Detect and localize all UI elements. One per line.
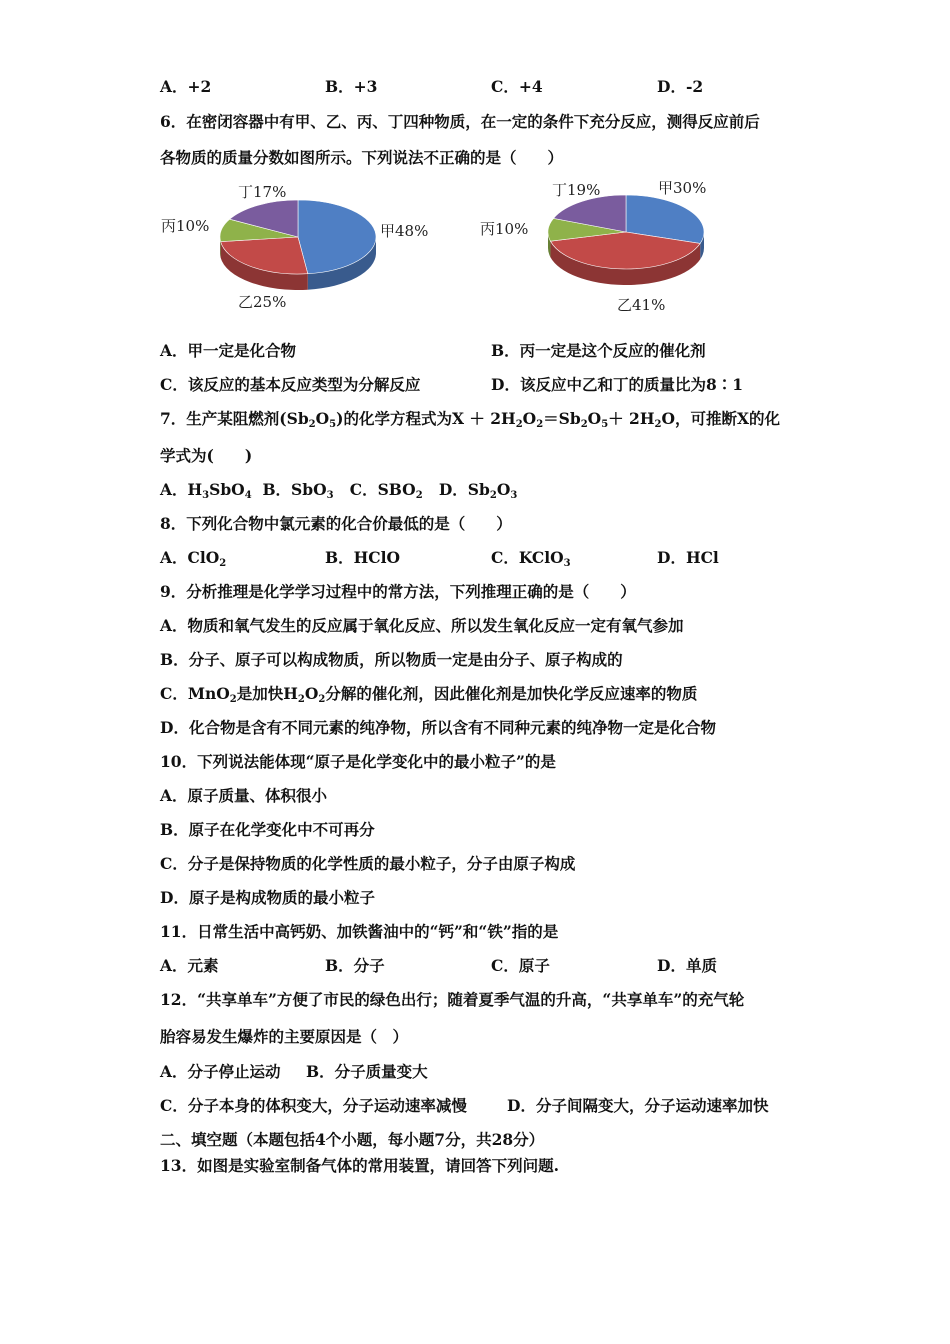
q7-option-d: D．$Sb_2O_3$ <box>438 480 518 501</box>
q13-stem: 13．如图是实验室制备气体的常用装置，请回答下列问题. <box>160 1156 559 1175</box>
q6-option-c: C．该反应的基本反应类型为分解反应 <box>160 375 421 394</box>
q7-stem-line2: 学式为( ) <box>160 446 253 465</box>
q9-option-b: B．分子、原子可以构成物质，所以物质一定是由分子、原子构成的 <box>160 650 623 669</box>
q8-stem: 8．下列化合物中氯元素的化合价最低的是（ ） <box>160 514 512 533</box>
q12-option-a: A．分子停止运动 <box>160 1062 281 1081</box>
q6-stem-line1: 6．在密闭容器中有甲、乙、丙、丁四种物质，在一定的条件下充分反应，测得反应前后 <box>160 112 760 131</box>
pie-label-甲: 甲30% <box>658 179 707 197</box>
q6-stem-line2: 各物质的质量分数如图所示。下列说法不正确的是（ ） <box>160 148 564 167</box>
q5-option-d: D．-2 <box>657 77 704 96</box>
q9-stem: 9．分析推理是化学学习过程中的常方法，下列推理正确的是（ ） <box>160 582 636 601</box>
q7-options <box>160 480 517 500</box>
q10-option-d: D．原子是构成物质的最小粒子 <box>160 888 375 907</box>
q12-stem-line2: 胎容易发生爆炸的主要原因是（ ） <box>160 1027 409 1046</box>
q6-option-a: A．甲一定是化合物 <box>160 341 297 360</box>
q11-option-a: A．元素 <box>160 956 219 975</box>
q11-option-c: C．原子 <box>491 956 550 975</box>
q10-option-c: C．分子是保持物质的化学性质的最小粒子，分子由原子构成 <box>160 854 576 873</box>
q7-option-a: A．$H_3SbO_4$ <box>160 480 252 501</box>
q9-option-c: C．MnO$_2$是加快$H_2O_2$分解的催化剂，因此催化剂是加快化学反应速率的物质 <box>160 684 698 705</box>
q11-option-d: D．单质 <box>657 956 717 975</box>
section-heading: 二、填空题（本题包括4个小题，每小题7分，共28分） <box>160 1130 545 1149</box>
q10-option-b: B．原子在化学变化中不可再分 <box>160 820 375 839</box>
q8-option-a: A．ClO$_2$ <box>160 548 227 569</box>
q8-option-c: C．KClO$_3$ <box>491 548 571 569</box>
q7-option-c: C．$SBO_2$ <box>349 480 423 501</box>
pie-chart-before <box>150 175 450 315</box>
pie-label-乙: 乙41% <box>617 296 666 314</box>
q12-stem-line1: 12．“共享单车”方便了市民的绿色出行；随着夏季气温的升高，“共享单车”的充气轮 <box>160 990 745 1009</box>
pie-label-丁: 丁17% <box>238 183 287 201</box>
q6-option-b: B．丙一定是这个反应的催化剂 <box>491 341 706 360</box>
q9-option-a: A．物质和氧气发生的反应属于氧化反应、所以发生氧化反应一定有氧气参加 <box>160 616 684 635</box>
pie-label-丁: 丁19% <box>552 181 601 199</box>
q8-option-b: B．HClO <box>325 548 400 567</box>
q12-option-d: D．分子间隔变大，分子运动速率加快 <box>507 1096 769 1115</box>
q7-stem-line1: 7．生产某阻燃剂$(Sb_2O_5)$的化学方程式为$X + 2H_2O_2=Sb_2O_5+ 2H_2O$，可推断X的化 <box>160 409 780 430</box>
q5-option-c: C．+4 <box>491 77 543 96</box>
q9-option-d: D．化合物是含有不同元素的纯净物，所以含有不同种元素的纯净物一定是化合物 <box>160 718 716 737</box>
q10-stem: 10．下列说法能体现“原子是化学变化中的最小粒子”的是 <box>160 752 556 771</box>
pie-label-丙: 丙10% <box>161 217 210 235</box>
q12-option-b: B．分子质量变大 <box>306 1062 428 1081</box>
q8-option-d: D．HCl <box>657 548 719 567</box>
pie-label-乙: 乙25% <box>238 293 287 311</box>
pie-label-丙: 丙10% <box>480 220 529 238</box>
q11-stem: 11．日常生活中高钙奶、加铁酱油中的“钙”和“铁”指的是 <box>160 922 559 941</box>
pie-chart-after <box>470 172 730 317</box>
q12-option-c: C．分子本身的体积变大，分子运动速率减慢 <box>160 1096 467 1115</box>
pie-label-甲: 甲48% <box>380 222 429 240</box>
q6-option-d: D．该反应中乙和丁的质量比为8∶1 <box>491 375 744 394</box>
q10-option-a: A．原子质量、体积很小 <box>160 786 328 805</box>
q5-option-a: A．+2 <box>160 77 212 96</box>
q5-option-b: B．+3 <box>325 77 378 96</box>
q11-option-b: B．分子 <box>325 956 385 975</box>
q7-option-b: B．SbO$_3$ <box>262 480 334 501</box>
